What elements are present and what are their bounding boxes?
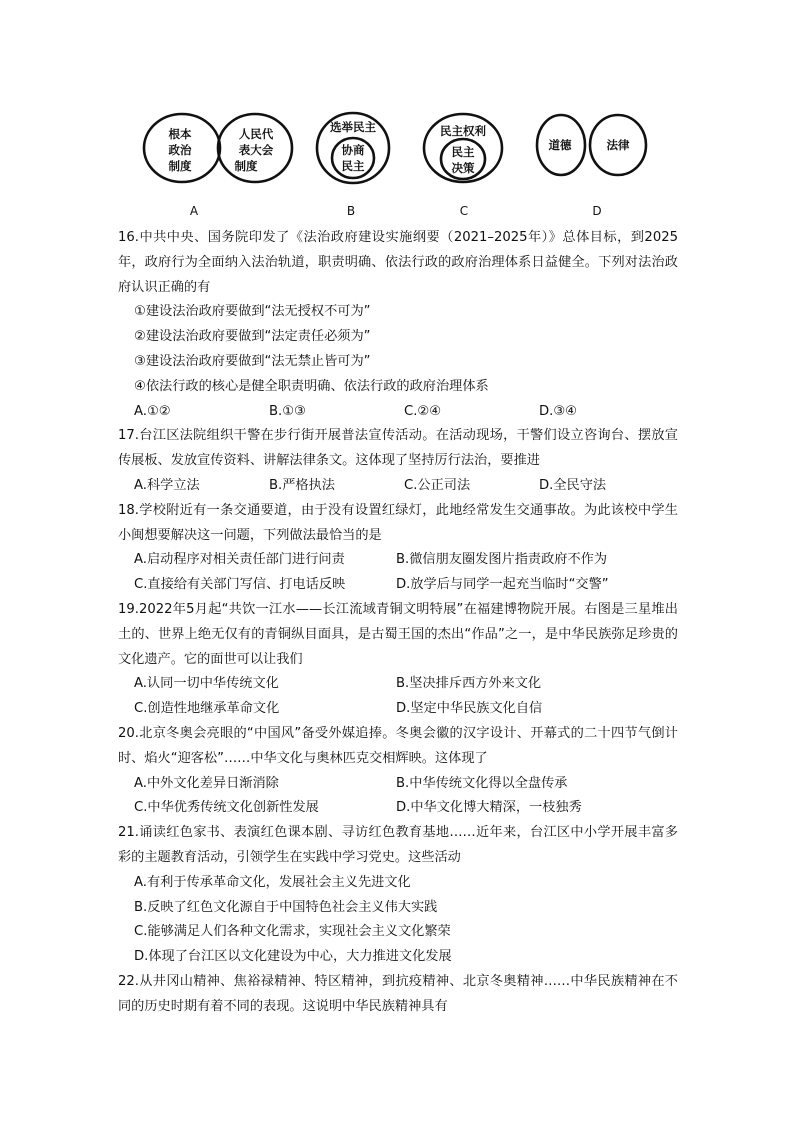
question-17-stem: 17.台江区法院组织干警在步行街开展普法宣传活动。在活动现场，干警们设立咨询台、摆放宣传展板、发放宣传资料、讲解法律条文。这体现了坚持厉行法治，要推进 [118,428,678,469]
question-16-item-4: ④依法行政的核心是健全职责明确、依法行政的政府治理体系 [134,378,489,394]
diagram-option-c: C [459,204,469,218]
question-16-options [118,400,678,425]
diagram-a-left-2: 政治 [168,143,192,157]
question-18-option-b: B.微信朋友圈发图片指责政府不作为 [396,552,608,568]
question-21-option-c: C.能够满足人们各种文化需求，实现社会主义文化繁荣 [134,924,451,940]
question-20-options-row-2 [118,796,678,821]
question-21-stem: 21.诵读红色家书、表演红色课本剧、寻访红色教育基地……近年来，台江区中小学开展丰富多彩的主题教育活动，引领学生在实践中学习党史。这些活动 [118,825,678,865]
diagram-option-a: A [189,204,199,218]
diagram-d-right-label: 法律 [606,138,630,152]
question-17-options [118,474,678,499]
question-21-option-b: B.反映了红色文化源自于中国特色社会主义伟大实践 [134,899,438,915]
diagram-a-right-2: 表大会 [238,143,274,157]
question-19-option-d: D.坚定中华民族文化自信 [396,701,543,717]
question-16-option-a: A.①② [134,403,171,419]
diagram-a-right-1: 人民代 [238,127,274,141]
diagram-c [424,114,502,182]
diagram-b-inner-1: 协商 [341,143,365,157]
diagram-a-right-3: 制度 [234,159,258,173]
question-20-options-row-1 [118,772,678,797]
question-18-option-c: C.直接给有关部门写信、打电话反映 [134,577,346,593]
question-19-option-b: B.坚决排斥西方外来文化 [396,676,542,692]
diagram-d [537,115,646,175]
question-17-option-c: C.公正司法 [404,477,471,493]
diagram-svg [0,100,794,225]
question-17-option-a: A.科学立法 [134,477,200,493]
question-16-item-2: ②建设法治政府要做到“法定责任必须为” [134,329,371,345]
question-16-option-d: D.③④ [539,403,577,419]
question-21-option-d: D.体现了台江区以文化建设为中心，大力推进文化发展 [134,949,452,965]
question-19-options-row-1 [118,672,678,697]
diagram-b-inner-2: 民主 [341,159,365,173]
question-17-option-d: D.全民守法 [539,477,607,493]
question-18-options-row-1 [118,548,678,573]
question-18-options-row-2 [118,573,678,598]
diagram-d-left-label: 道德 [548,138,572,152]
question-20-stem: 20.北京冬奥会亮眼的“中国风”备受外媒追捧。冬奥会徽的汉字设计、开幕式的二十四节气倒计时、焰火“迎客松”……中华文化与奥林匹克交相辉映。这体现了 [118,725,678,766]
question-19-option-c: C.创造性地继承革命文化 [134,701,280,717]
question-list [118,226,678,1020]
question-19-options-row-2 [118,697,678,722]
question-16-option-c: C.②④ [404,403,442,419]
question-17-option-b: B.严格执法 [269,477,335,493]
diagram-a [144,114,292,182]
diagram-b [317,113,389,183]
diagram-a-left-3: 制度 [168,159,192,173]
diagram-b-outer-label: 选举民主 [330,120,376,134]
diagram-option-d: D [592,204,602,218]
question-19-stem: 19.2022年5月起“共饮一江水——长江流域青铜文明特展”在福建博物院开展。右图是三星堆出土的、世界上绝无仅有的青铜纵目面具，是古蜀王国的杰出“作品”之一，是中华民族弥足珍贵的文化遗产。它的面世可以让我们 [118,601,678,667]
question-15-diagram [0,100,794,225]
diagram-option-b: B [346,204,356,218]
question-20-option-b: B.中华传统文化得以全盘传承 [396,775,568,791]
question-21-option-a: A.有利于传承革命文化，发展社会主义先进文化 [134,874,411,890]
question-19-option-a: A.认同一切中华传统文化 [134,676,279,692]
diagram-a-left-1: 根本 [168,127,192,141]
diagram-c-outer-label: 民主权利 [440,124,486,138]
question-22-stem: 22.从井冈山精神、焦裕禄精神、特区精神，到抗疫精神、北京冬奥精神……中华民族精神在不同的历史时期有着不同的表现。这说明中华民族精神具有 [118,973,678,1014]
question-16-option-b: B.①③ [269,403,306,419]
question-18-stem: 18.学校附近有一条交通要道，由于没有设置红绿灯，此地经常发生交通事故。为此该校中学生小闽想要解决这一问题，下列做法最恰当的是 [118,502,678,543]
question-20-option-d: D.中华文化博大精深，一枝独秀 [396,800,582,816]
question-20-option-c: C.中华优秀传统文化创新性发展 [134,800,319,816]
question-20-option-a: A.中外文化差异日渐消除 [134,775,279,791]
question-16-item-3: ③建设法治政府要做到“法无禁止皆可为” [134,353,371,369]
question-18-option-d: D.放学后与同学一起充当临时“交警” [396,577,609,593]
question-16-stem: 16.中共中央、国务院印发了《法治政府建设实施纲要（2021–2025年）》总体目标，到2025年，政府行为全面纳入法治轨道，职责明确、依法行政的政府治理体系日益健全。下列对法治政府认识正确的有 [118,230,678,295]
question-18-option-a: A.启动程序对相关责任部门进行问责 [134,552,345,568]
diagram-c-inner-1: 民主 [451,145,475,159]
diagram-c-inner-2: 决策 [451,161,475,175]
question-16-item-1: ①建设法治政府要做到“法无授权不可为” [134,304,371,320]
